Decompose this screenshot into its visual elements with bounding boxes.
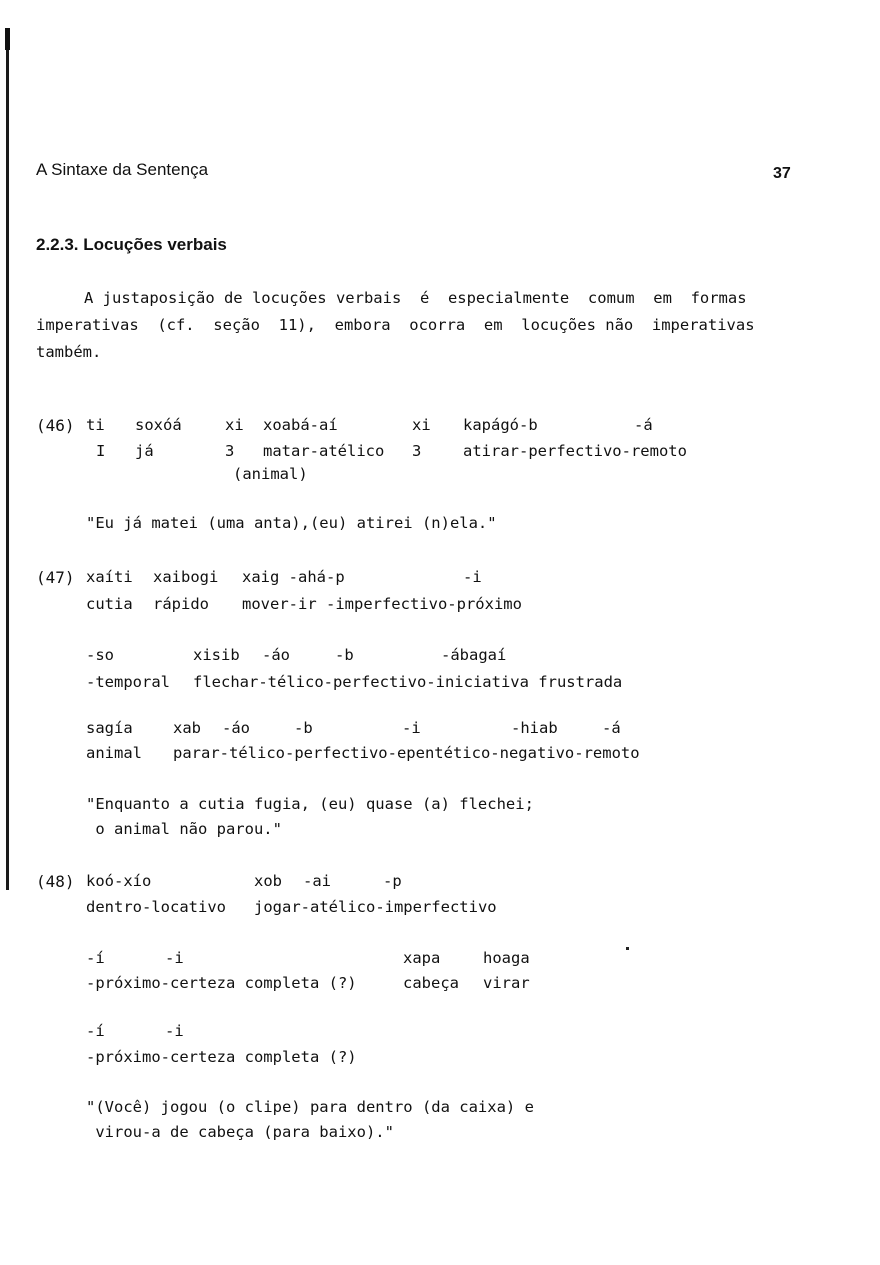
gloss-word: -á — [602, 719, 621, 737]
free-translation: "Enquanto a cutia fugia, (eu) quase (a) flechei; — [86, 795, 534, 813]
example-number: (46) — [36, 416, 75, 435]
gloss-word: -so — [86, 646, 114, 664]
gloss-word: -i — [463, 568, 482, 586]
running-title: A Sintaxe da Sentença — [36, 160, 209, 179]
free-translation: virou-a de cabeça (para baixo)." — [86, 1123, 394, 1141]
gloss-word: I — [96, 442, 106, 460]
gloss-word: ti — [86, 416, 105, 434]
gloss-word: xapa — [403, 949, 441, 967]
gloss-word: -á — [634, 416, 653, 434]
gloss-word: hoaga — [483, 949, 530, 967]
gloss-word: -i — [165, 1022, 184, 1040]
gloss-word: koó-xío — [86, 872, 152, 890]
gloss-word: parar-télico-perfectivo-epentético-negativo-remoto — [173, 744, 640, 762]
gloss-word: -ai — [303, 872, 331, 890]
free-translation: "Eu já matei (uma anta),(eu) atirei (n)ela." — [86, 514, 497, 532]
free-translation: "(Você) jogou (o clipe) para dentro (da caixa) e — [86, 1098, 534, 1116]
gloss-word: xisib — [193, 646, 240, 664]
gloss-word: rápido — [153, 595, 209, 613]
gloss-word: -próximo-certeza completa (?) — [86, 974, 357, 992]
gloss-word: jogar-atélico-imperfectivo — [254, 898, 497, 916]
paragraph-line: imperativas (cf. seção 11), embora ocorra em locuções não imperativas — [36, 316, 755, 334]
gloss-word: -hiab — [511, 719, 558, 737]
gloss-word: cutia — [86, 595, 133, 613]
gloss-word: flechar-télico-perfectivo-iniciativa frustrada — [193, 673, 623, 691]
gloss-word: atirar-perfectivo-remoto — [463, 442, 687, 460]
gloss-word: xab — [173, 719, 201, 737]
gloss-word: -ábagaí — [441, 646, 507, 664]
gloss-word: cabeça — [403, 974, 459, 992]
paragraph-line: A justaposição de locuções verbais é especialmente comum em formas — [84, 289, 747, 307]
gloss-word: mover-ir -imperfectivo-próximo — [242, 595, 522, 613]
gloss-word: já — [135, 442, 154, 460]
margin-scan-rule — [6, 30, 9, 890]
free-translation: o animal não parou." — [86, 820, 282, 838]
page-number: 37 — [773, 165, 791, 182]
gloss-word: -i — [165, 949, 184, 967]
gloss-word: (animal) — [233, 465, 308, 483]
gloss-word: sagía — [86, 719, 133, 737]
gloss-word: xaíti — [86, 568, 133, 586]
gloss-word: -temporal — [86, 673, 170, 691]
gloss-word: -p — [383, 872, 402, 890]
section-heading: 2.2.3. Locuções verbais — [36, 235, 227, 254]
margin-scan-mark — [5, 28, 10, 50]
scan-speck — [626, 947, 629, 950]
gloss-word: -b — [335, 646, 354, 664]
gloss-word: soxóá — [135, 416, 182, 434]
example-number: (48) — [36, 872, 75, 891]
gloss-word: -áo — [262, 646, 290, 664]
gloss-word: virar — [483, 974, 530, 992]
gloss-word: xaig -ahá-p — [242, 568, 345, 586]
gloss-word: -í — [86, 1022, 105, 1040]
gloss-word: -í — [86, 949, 105, 967]
example-number: (47) — [36, 568, 75, 587]
gloss-word: kapágó-b — [463, 416, 538, 434]
gloss-word: dentro-locativo — [86, 898, 226, 916]
gloss-word: -áo — [222, 719, 250, 737]
gloss-word: animal — [86, 744, 142, 762]
paragraph-line: também. — [36, 343, 102, 361]
gloss-word: 3 — [225, 442, 235, 460]
gloss-word: 3 — [412, 442, 422, 460]
gloss-word: xi — [225, 416, 244, 434]
gloss-word: -b — [294, 719, 313, 737]
gloss-word: xob — [254, 872, 282, 890]
gloss-word: -i — [402, 719, 421, 737]
gloss-word: xaibogi — [153, 568, 219, 586]
gloss-word: matar-atélico — [263, 442, 385, 460]
gloss-word: xoabá-aí — [263, 416, 338, 434]
gloss-word: xi — [412, 416, 431, 434]
gloss-word: -próximo-certeza completa (?) — [86, 1048, 357, 1066]
